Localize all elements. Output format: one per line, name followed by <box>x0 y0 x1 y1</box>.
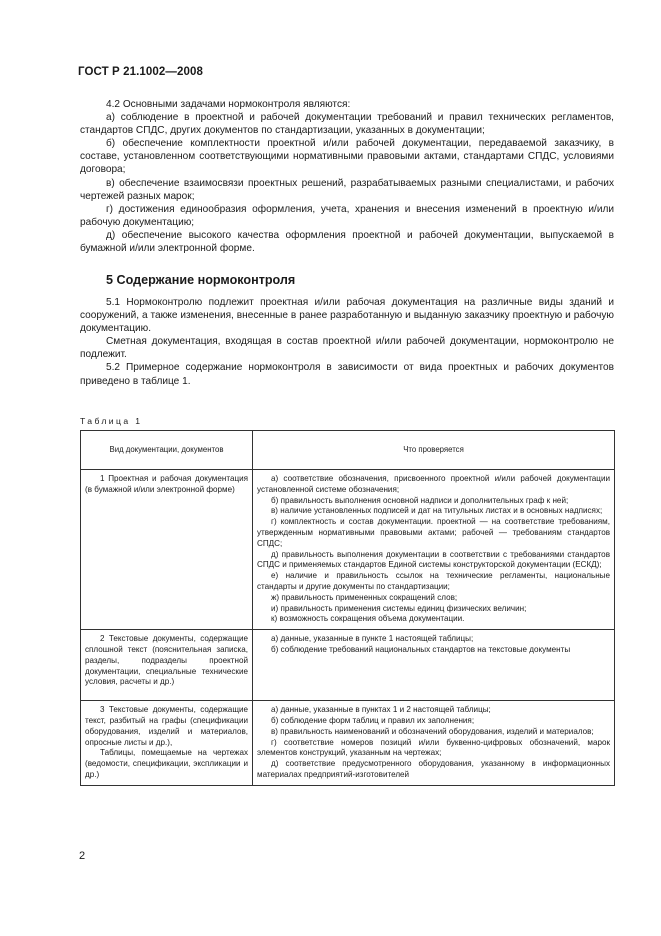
paragraph-5-1-estimate: Сметная документация, входящая в состав проектной и/или рабочей документации, нормоконтролю не подлежит. <box>80 336 614 361</box>
page-number: 2 <box>79 850 86 862</box>
check-item: а) соответствие обозначения, присвоенного проектной и/или рабочей документации установленной системе обозначения; <box>257 474 610 494</box>
section-4-text <box>80 98 614 255</box>
table-caption: Таблица 1 <box>80 416 143 426</box>
doc-kind-text: 2 Текстовые документы, содержащие сплошной текст (пояснительная записка, разделы, подразделы проектной документации, специальные технические условия, расчеты и др.) <box>85 634 248 687</box>
check-item: а) данные, указанные в пункте 1 настоящей таблицы; <box>271 634 474 644</box>
paragraph-4-2-b: б) обеспечение комплектности проектной и/или рабочей документации, передаваемой заказчику, в составе, установленном соответствующими нормативными правовыми актами, стандартами СПДС, условиями договора; <box>80 138 614 176</box>
table-row <box>81 630 615 701</box>
paragraph-4-2-a: а) соблюдение в проектной и рабочей документации требований и правил технических регламентов, стандартов СПДС, других документов по стандартизации, указанных в документации; <box>80 112 614 137</box>
checks-cell <box>253 701 615 786</box>
checks-cell <box>253 630 615 701</box>
check-item: в) наличие установленных подписей и дат на титульных листах и в основных надписях; <box>271 506 603 516</box>
section-5-text <box>80 296 614 388</box>
paragraph-4-2-v: в) обеспечение взаимосвязи проектных решений, разрабатываемых разными специалистами, и рабочих чертежей разных марок; <box>80 177 614 202</box>
check-item: и) правильность применения системы единиц физических величин; <box>271 603 527 613</box>
paragraph-5-2: 5.2 Примерное содержание нормоконтроля в зависимости от вида проектных и рабочих документов приведено в таблице 1. <box>80 362 614 387</box>
document-header: ГОСТ Р 21.1002—2008 <box>78 66 203 78</box>
check-item: д) правильность выполнения документации в соответствии с требованиями стандартов СПДС и применяемых стандартов Единой системы конструкторской документации (ЕСКД); <box>257 549 610 570</box>
paragraph-5-1: 5.1 Нормоконтролю подлежит проектная и/или рабочая документация на различные виды зданий и сооружений, а также изменения, внесенные в ранее разработанную и выданную заказчику проектную и рабочую документацию. <box>80 297 614 335</box>
header-what-checked: Что проверяется <box>253 431 615 470</box>
doc-kind-cell <box>81 701 253 786</box>
check-item: г) соответствие номеров позиций и/или буквенно-цифровых обозначений, марок элементов конструкций, указанным на чертежах; <box>257 737 610 758</box>
check-item: е) наличие и правильность ссылок на технические регламенты, национальные стандарты и другие документы по стандартизации; <box>257 571 610 591</box>
check-item: б) соблюдение требований национальных стандартов на текстовые документы <box>271 644 571 654</box>
check-item: а) данные, указанные в пунктах 1 и 2 настоящей таблицы; <box>271 705 491 715</box>
checks-cell <box>253 470 615 630</box>
check-item: в) правильность наименований и обозначений оборудования, изделий и материалов; <box>271 726 594 736</box>
paragraph-4-2: 4.2 Основными задачами нормоконтроля являются: <box>106 99 351 110</box>
doc-kind-text: 1 Проектная и рабочая документация (в бумажной и/или электронной форме) <box>85 474 248 494</box>
doc-kind-cell <box>81 630 253 701</box>
check-item: ж) правильность примененных сокращений слов; <box>271 592 458 602</box>
table-header-row <box>81 431 615 470</box>
check-item: к) возможность сокращения объема документации. <box>271 614 465 624</box>
doc-kind-cell <box>81 470 253 630</box>
table-row <box>81 701 615 786</box>
paragraph-4-2-g: г) достижения единообразия оформления, учета, хранения и внесения изменений в проектную и/или рабочую документацию; <box>80 203 614 228</box>
section-5-title: 5 Содержание нормоконтроля <box>106 273 296 287</box>
check-item: г) комплектность и состав документации. проектной — на соответствие требованиям, утвержденным нормативными правовыми актами; рабочей — требованиям стандартов СПДС; <box>257 517 610 548</box>
doc-kind-text: Таблицы, помещаемые на чертежах (ведомости, спецификации, экспликации и др.) <box>85 748 248 779</box>
norm-control-table <box>80 430 615 786</box>
table-row <box>81 470 615 630</box>
doc-kind-text: 3 Текстовые документы, содержащие текст, разбитый на графы (спецификации оборудования, изделий и материалов, опросные листы и др.), <box>85 705 248 747</box>
header-doc-kind: Вид документации, документов <box>81 431 253 470</box>
paragraph-4-2-d: д) обеспечение высокого качества оформления проектной и рабочей документации, выпускаемой в бумажной и/или электронной форме. <box>80 229 614 255</box>
check-item: б) правильность выполнения основной надписи и дополнительных граф к ней; <box>271 495 569 505</box>
check-item: б) соблюдение форм таблиц и правил их заполнения; <box>271 715 475 725</box>
check-item: д) соответствие предусмотренного оборудования, указанному в информационных материалах предприятий-изготовителей <box>257 759 610 779</box>
